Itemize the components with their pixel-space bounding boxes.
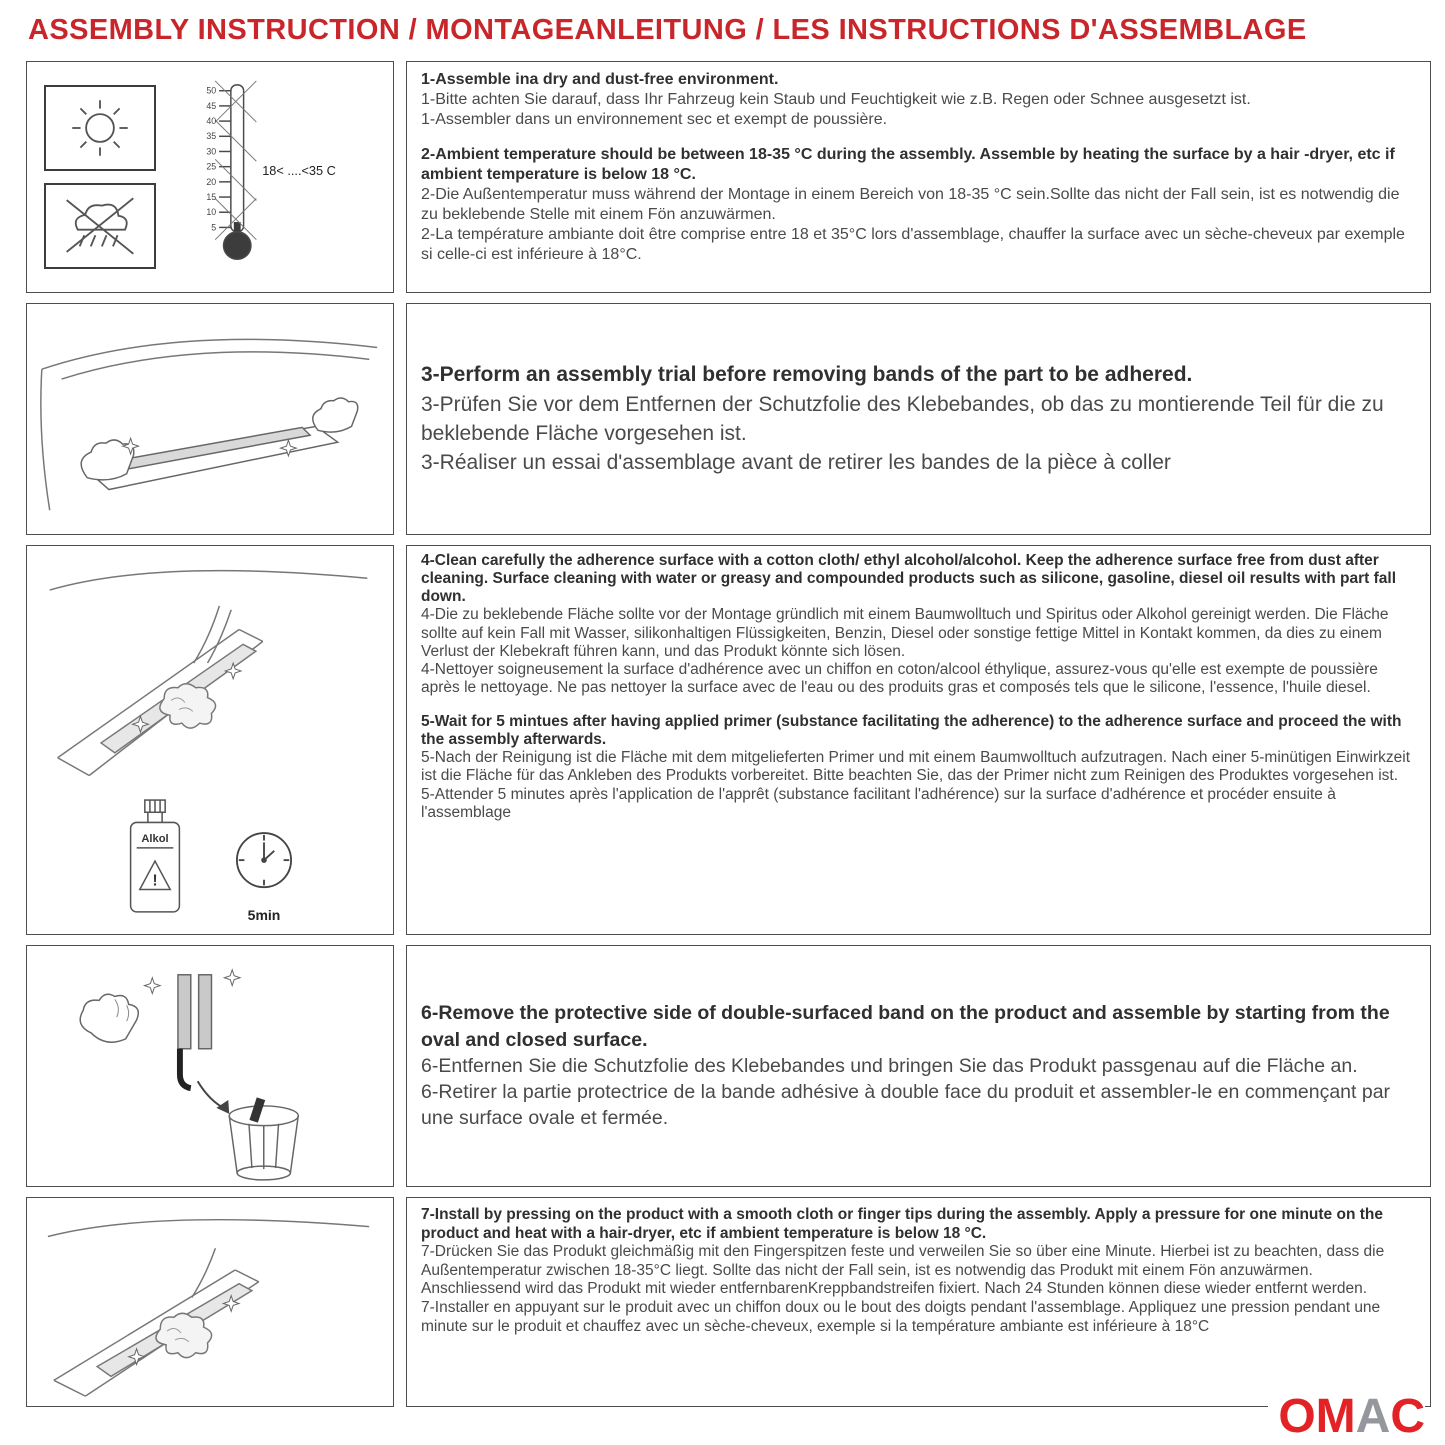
alcohol-bottle-icon bbox=[114, 796, 196, 923]
instruction-text-box-5 bbox=[406, 1197, 1431, 1407]
instruction-paragraph: 1-Assembler dans un environnement sec et exempt de poussière. bbox=[421, 110, 888, 128]
page-title: ASSEMBLY INSTRUCTION / MONTAGEANLEITUNG / LES INSTRUCTIONS D'ASSEMBLAGE bbox=[28, 14, 1307, 46]
instruction-paragraph: 2-Die Außentemperatur muss während der Montage in einem Bereich von 18-35 °C sein.Sollte das nicht der Fall sein, ist es notwendig die zu beklebende Stelle mit einem Fön anzuwärmen. bbox=[421, 186, 1400, 223]
peel-band-illustration bbox=[26, 945, 394, 1187]
no-rain-icon bbox=[44, 183, 156, 269]
instruction-paragraph: 6-Remove the protective side of double-surfaced band on the product and assemble by starting from the oval and closed surface. bbox=[421, 1002, 1390, 1051]
instruction-paragraph: 7-Install by pressing on the product with a smooth cloth or finger tips during the assembly. Apply a pressure for one minute on the product and heat with a hair-dryer, etc if ambient temperature is below 18 °C. bbox=[421, 1206, 1383, 1242]
logo-letter: O bbox=[1278, 1390, 1316, 1443]
alcohol-label: Alkol bbox=[141, 832, 169, 845]
logo-letter: M bbox=[1315, 1390, 1356, 1443]
environment-illustration bbox=[26, 61, 394, 293]
instruction-row-environment bbox=[26, 61, 1431, 293]
clock-label: 5min bbox=[247, 906, 281, 923]
instruction-paragraph: 3-Perform an assembly trial before removing bands of the part to be adhered. bbox=[421, 363, 1193, 387]
tick-label: 30 bbox=[206, 145, 217, 156]
press-install-illustration bbox=[26, 1197, 394, 1407]
tick-label: 20 bbox=[206, 176, 217, 187]
instruction-paragraph: 3-Réaliser un essai d'assemblage avant de retirer les bandes de la pièce à coller bbox=[421, 451, 1171, 475]
temperature-range-label: 18< ....<35 C bbox=[262, 162, 336, 178]
instruction-paragraph: 1-Bitte achten Sie darauf, dass Ihr Fahrzeug kein Staub und Feuchtigkeit wie z.B. Regen oder Schnee ausgesetzt ist. bbox=[421, 90, 1251, 108]
instruction-row-clean bbox=[26, 545, 1431, 935]
instruction-paragraph: 7-Drücken Sie das Produkt gleichmäßig mit den Fingerspitzen feste und verweilen Sie so über eine Minute. Hierbei ist zu beachten, dass die Außentemperatur zwischen 18-35°C liegt. Sollte das nicht der Fall sein, ist es notwendig das Produkt mit einem Fön anzuwärmen. Anschliessend wird das Produkt mit wieder entfernbarenKreppbandstreifen fixiert. Nach 24 Stunden können diese wieder entfernt werden. bbox=[421, 1243, 1385, 1298]
instruction-paragraph: 7-Installer en appuyant sur le produit avec un chiffon doux ou le bout des doigts pendant l'assemblage. Appliquez une pression pendant une minute sur le produit et chauffez avec un sèche-cheveux, exemple si la température ambiante est inférieure à 18°C bbox=[421, 1298, 1381, 1335]
cleaning-illustration bbox=[26, 545, 394, 935]
instruction-text-box-1 bbox=[406, 61, 1431, 293]
tick-label: 35 bbox=[206, 130, 217, 141]
warning-exclamation: ! bbox=[152, 871, 158, 889]
tick-label: 40 bbox=[206, 115, 217, 126]
tick-label: 5 bbox=[211, 221, 217, 232]
instruction-paragraph: 4-Clean carefully the adherence surface with a cotton cloth/ ethyl alcohol/alcohol. Keep the adherence surface free from dust after cleaning. Surface cleaning with water or greasy and compounded products such as silicone, gasoline, diesel oil results with part fall down. bbox=[421, 552, 1397, 606]
brand-logo bbox=[1268, 1390, 1425, 1443]
wipe-surface-sketch bbox=[30, 548, 390, 786]
instruction-paragraph: 1-Assemble ina dry and dust-free environment. bbox=[421, 71, 779, 88]
instruction-paragraph: 5-Nach der Reinigung ist die Fläche mit dem mitgelieferten Primer und mit einem Baumwolltuch aufzutragen. Nach einer 5-minütigen Einwirkzeit ist die Fläche für das Ankleben des Produkts vorbereitet. Bitte beachten Sie, das der Primer nicht zum Reinigen des Produktes vorgesehen ist. bbox=[421, 749, 1411, 785]
thermometer-icon bbox=[170, 77, 376, 278]
instruction-text-box-3 bbox=[406, 545, 1431, 935]
logo-letter: C bbox=[1390, 1390, 1425, 1443]
instruction-text-box-2 bbox=[406, 303, 1431, 535]
instruction-row-remove-band bbox=[26, 945, 1431, 1187]
instruction-text-box-4 bbox=[406, 945, 1431, 1187]
tick-label: 15 bbox=[206, 191, 217, 202]
instruction-paragraph: 6-Entfernen Sie die Schutzfolie des Klebebandes und bringen Sie das Produkt passgenau auf die Fläche an. bbox=[421, 1054, 1358, 1077]
instruction-paragraph: 5-Wait for 5 mintues after having applied primer (substance facilitating the adherence) to the adherence surface and proceed the with the assembly afterwards. bbox=[421, 713, 1402, 749]
logo-letter: A bbox=[1355, 1390, 1391, 1443]
instruction-paragraph: 4-Die zu beklebende Fläche sollte vor der Montage gründlich mit einem Baumwolltuch und Spiritus oder Alkohol gereinigt werden. Die Fläche sollte auf kein Fall mit Wasser, silikonhaltigen Flüssigkeiten, Benzin, Diesel oder sonstige fettige Mittel in Kontakt kommen, da dies zu einem Verlust der Klebekraft führen kann, und das Produkt könnte sich lösen. bbox=[421, 606, 1389, 660]
instruction-row-press bbox=[26, 1197, 1431, 1407]
instruction-paragraph: 5-Attender 5 minutes après l'application de l'apprêt (substance facilitant l'adhérence) sur la surface d'adhérence et procéder ensuite à l'assemblage bbox=[421, 785, 1336, 821]
instruction-row-trial bbox=[26, 303, 1431, 535]
instruction-paragraph: 6-Retirer la partie protectrice de la bande adhésive à double face du produit et assembler-le en commençant par une surface ovale et fermée. bbox=[421, 1081, 1391, 1130]
instruction-paragraph: 2-La température ambiante doit être comprise entre 18 et 35°C lors d'assemblage, chauffer la surface avec un sèche-cheveux par exemple si celle-ci est inférieure à 18°C. bbox=[421, 225, 1405, 263]
climate-panel bbox=[38, 77, 382, 278]
tick-label: 10 bbox=[206, 206, 217, 217]
assembly-trial-illustration bbox=[26, 303, 394, 535]
instruction-paragraph: 4-Nettoyer soigneusement la surface d'adhérence avec un chiffon en coton/alcool éthylique, assurez-vous qu'elle est exempte de poussière après le nettoyage. Ne pas nettoyer la surface avec de l'eau ou des produits gras et composés tels que le silicone, l'essence, l'huile diesel. bbox=[421, 660, 1378, 696]
instruction-paragraph: 2-Ambient temperature should be between 18-35 °C during the assembly. Assemble by heating the surface by a hair -dryer, etc if ambient temperature is below 18 °C. bbox=[421, 146, 1395, 184]
instruction-paragraph: 3-Prüfen Sie vor dem Entfernen der Schutzfolie des Klebebandes, ob das zu montierende Teil für die zu beklebende Fläche vorgesehen ist. bbox=[421, 392, 1384, 445]
tick-label: 45 bbox=[206, 100, 217, 111]
clock-icon bbox=[222, 822, 306, 923]
tick-label: 25 bbox=[206, 161, 217, 172]
tick-label: 50 bbox=[206, 85, 217, 96]
sun-icon bbox=[44, 85, 156, 171]
